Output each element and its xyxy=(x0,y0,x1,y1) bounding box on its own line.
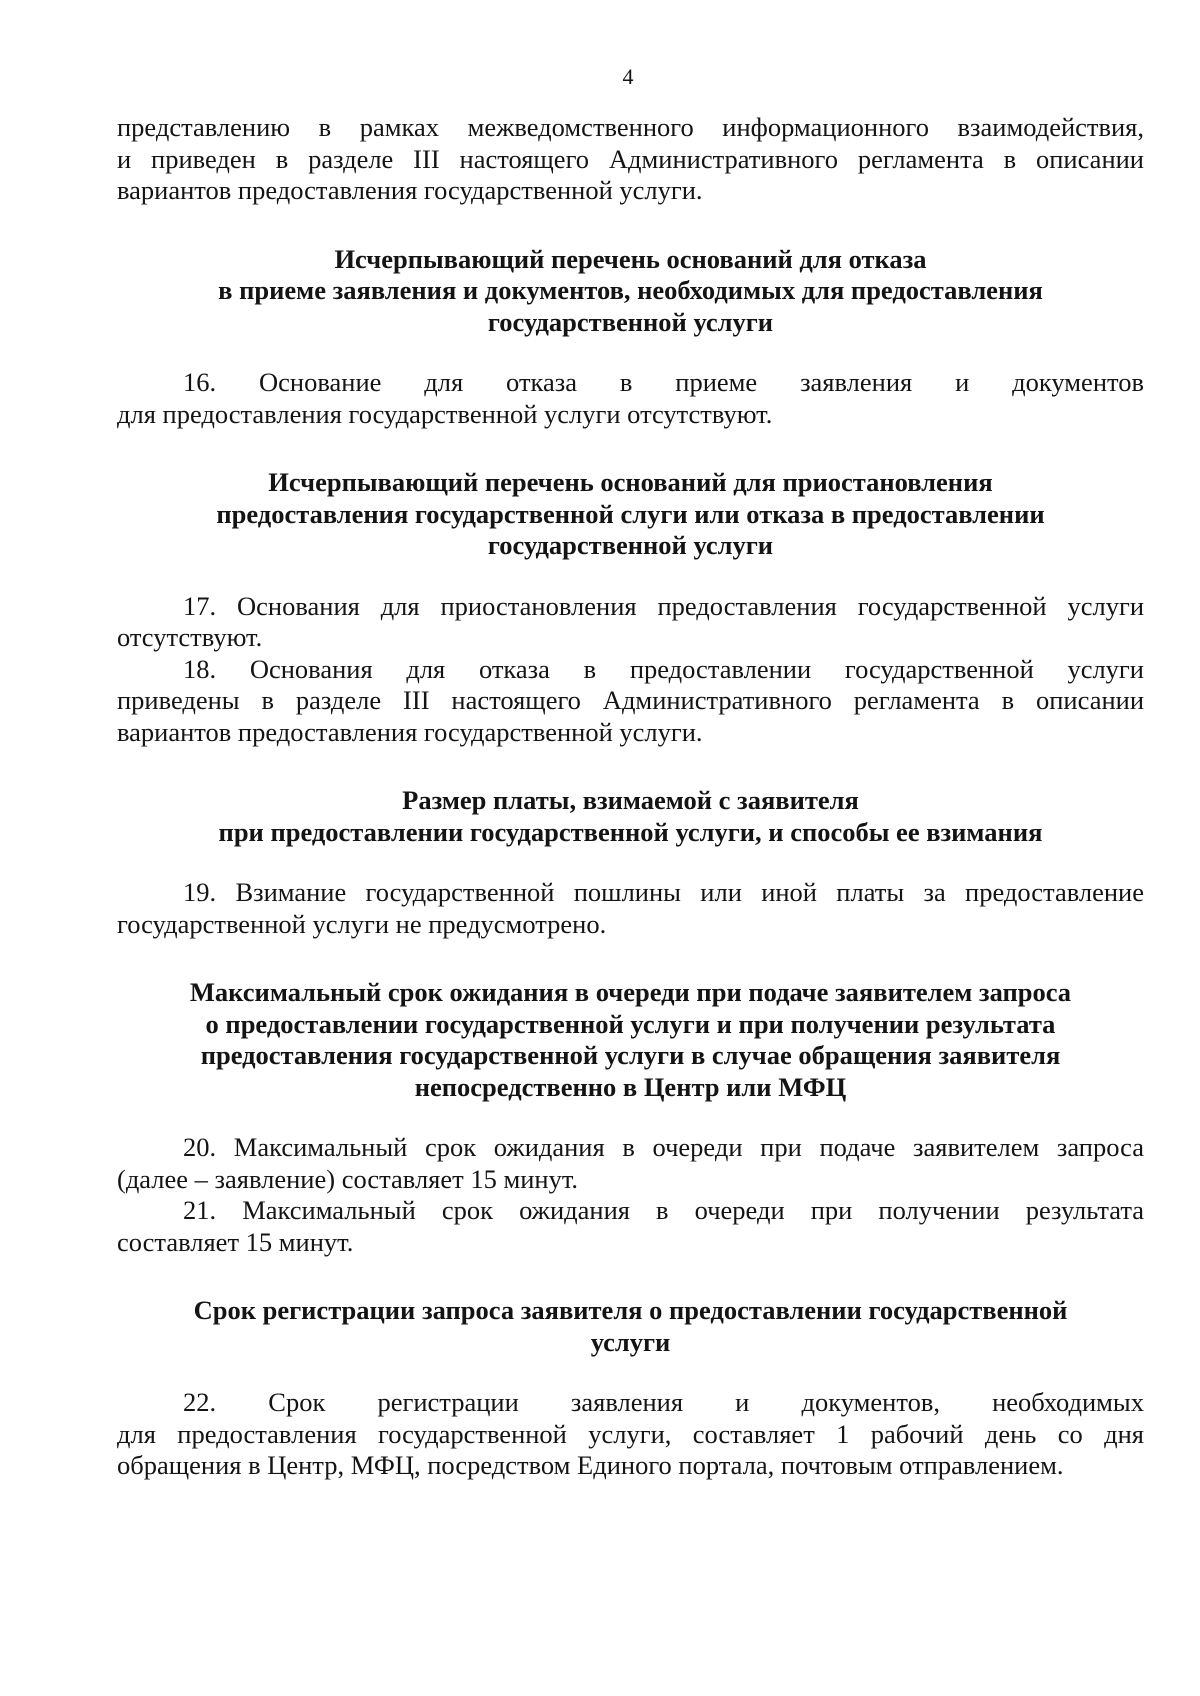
text-line: 22. Срок регистрации заявления и документов, необходимых xyxy=(183,1387,1144,1417)
section-heading-fee xyxy=(117,785,1144,848)
text-line: (далее – заявление) составляет 15 минут. xyxy=(117,1163,579,1194)
text-line: обращения в Центр, МФЦ, посредством Единого портала, почтовым отправлением. xyxy=(117,1450,1064,1480)
paragraph-22 xyxy=(117,1387,1144,1482)
text-line: 18. Основания для отказа в предоставлении государственной услуги xyxy=(183,653,1144,684)
document-body xyxy=(117,112,1144,1482)
heading-line: Исчерпывающий перечень оснований для отказа xyxy=(334,243,927,274)
section-heading-registration-term xyxy=(117,1295,1144,1358)
heading-line: Исчерпывающий перечень оснований для приостановления xyxy=(268,467,993,497)
section-heading-queue-time xyxy=(117,977,1144,1103)
heading-line: непосредственно в Центр или МФЦ xyxy=(414,1071,847,1102)
heading-line: предоставления государственной услуги в случае обращения заявителя xyxy=(200,1040,1061,1070)
text-line: вариантов предоставления государственной услуги. xyxy=(117,175,703,205)
section-heading-refusal-reception xyxy=(117,244,1144,339)
text-line: 17. Основания для приостановления предоставления государственной услуги xyxy=(183,590,1144,621)
paragraph-21 xyxy=(117,1195,1144,1258)
paragraph-20 xyxy=(117,1132,1144,1195)
text-line: отсутствуют. xyxy=(117,622,263,652)
heading-line: о предоставлении государственной услуги и при получении результата xyxy=(205,1008,1056,1039)
text-line: представлению в рамках межведомственного информационного взаимодействия, xyxy=(117,112,1144,142)
intro-paragraph xyxy=(117,112,1144,207)
text-line: приведены в разделе III настоящего Административного регламента в описании xyxy=(117,685,1144,715)
text-line: вариантов предоставления государственной услуги. xyxy=(117,716,703,747)
text-line: и приведен в разделе III настоящего Административного регламента в описании xyxy=(117,143,1144,174)
text-line: для предоставления государственной услуги отсутствуют. xyxy=(117,398,773,429)
paragraph-16 xyxy=(117,367,1144,430)
heading-line: при предоставлении государственной услуги, и способы ее взимания xyxy=(218,816,1043,847)
heading-line: государственной услуги xyxy=(487,306,774,337)
text-line: 16. Основание для отказа в приеме заявления и документов xyxy=(183,367,1144,397)
text-line: составляет 15 минут. xyxy=(117,1226,354,1257)
heading-line: Размер платы, взимаемой с заявителя xyxy=(402,785,859,815)
text-line: 20. Максимальный срок ожидания в очереди при подаче заявителем запроса xyxy=(183,1132,1144,1162)
heading-line: Срок регистрации запроса заявителя о предоставлении государственной xyxy=(193,1295,1068,1325)
heading-line: в приеме заявления и документов, необходимых для предоставления xyxy=(218,275,1043,305)
heading-line: Максимальный срок ожидания в очереди при подаче заявителем запроса xyxy=(189,977,1072,1007)
text-line: государственной услуги не предусмотрено. xyxy=(117,908,607,939)
heading-line: услуги xyxy=(590,1326,671,1357)
heading-line: государственной услуги xyxy=(487,530,774,560)
paragraph-18 xyxy=(117,654,1144,749)
page-number: 4 xyxy=(622,64,634,89)
heading-line: предоставления государственной слуги или отказа в предоставлении xyxy=(216,498,1045,529)
section-heading-suspension xyxy=(117,467,1144,562)
text-line: для предоставления государственной услуги, составляет 1 рабочий день со дня xyxy=(117,1418,1144,1449)
paragraph-19 xyxy=(117,877,1144,940)
text-line: 21. Максимальный срок ожидания в очереди при получении результата xyxy=(183,1195,1144,1225)
paragraph-17 xyxy=(117,591,1144,654)
text-line: 19. Взимание государственной пошлины или иной платы за предоставление xyxy=(183,877,1144,907)
